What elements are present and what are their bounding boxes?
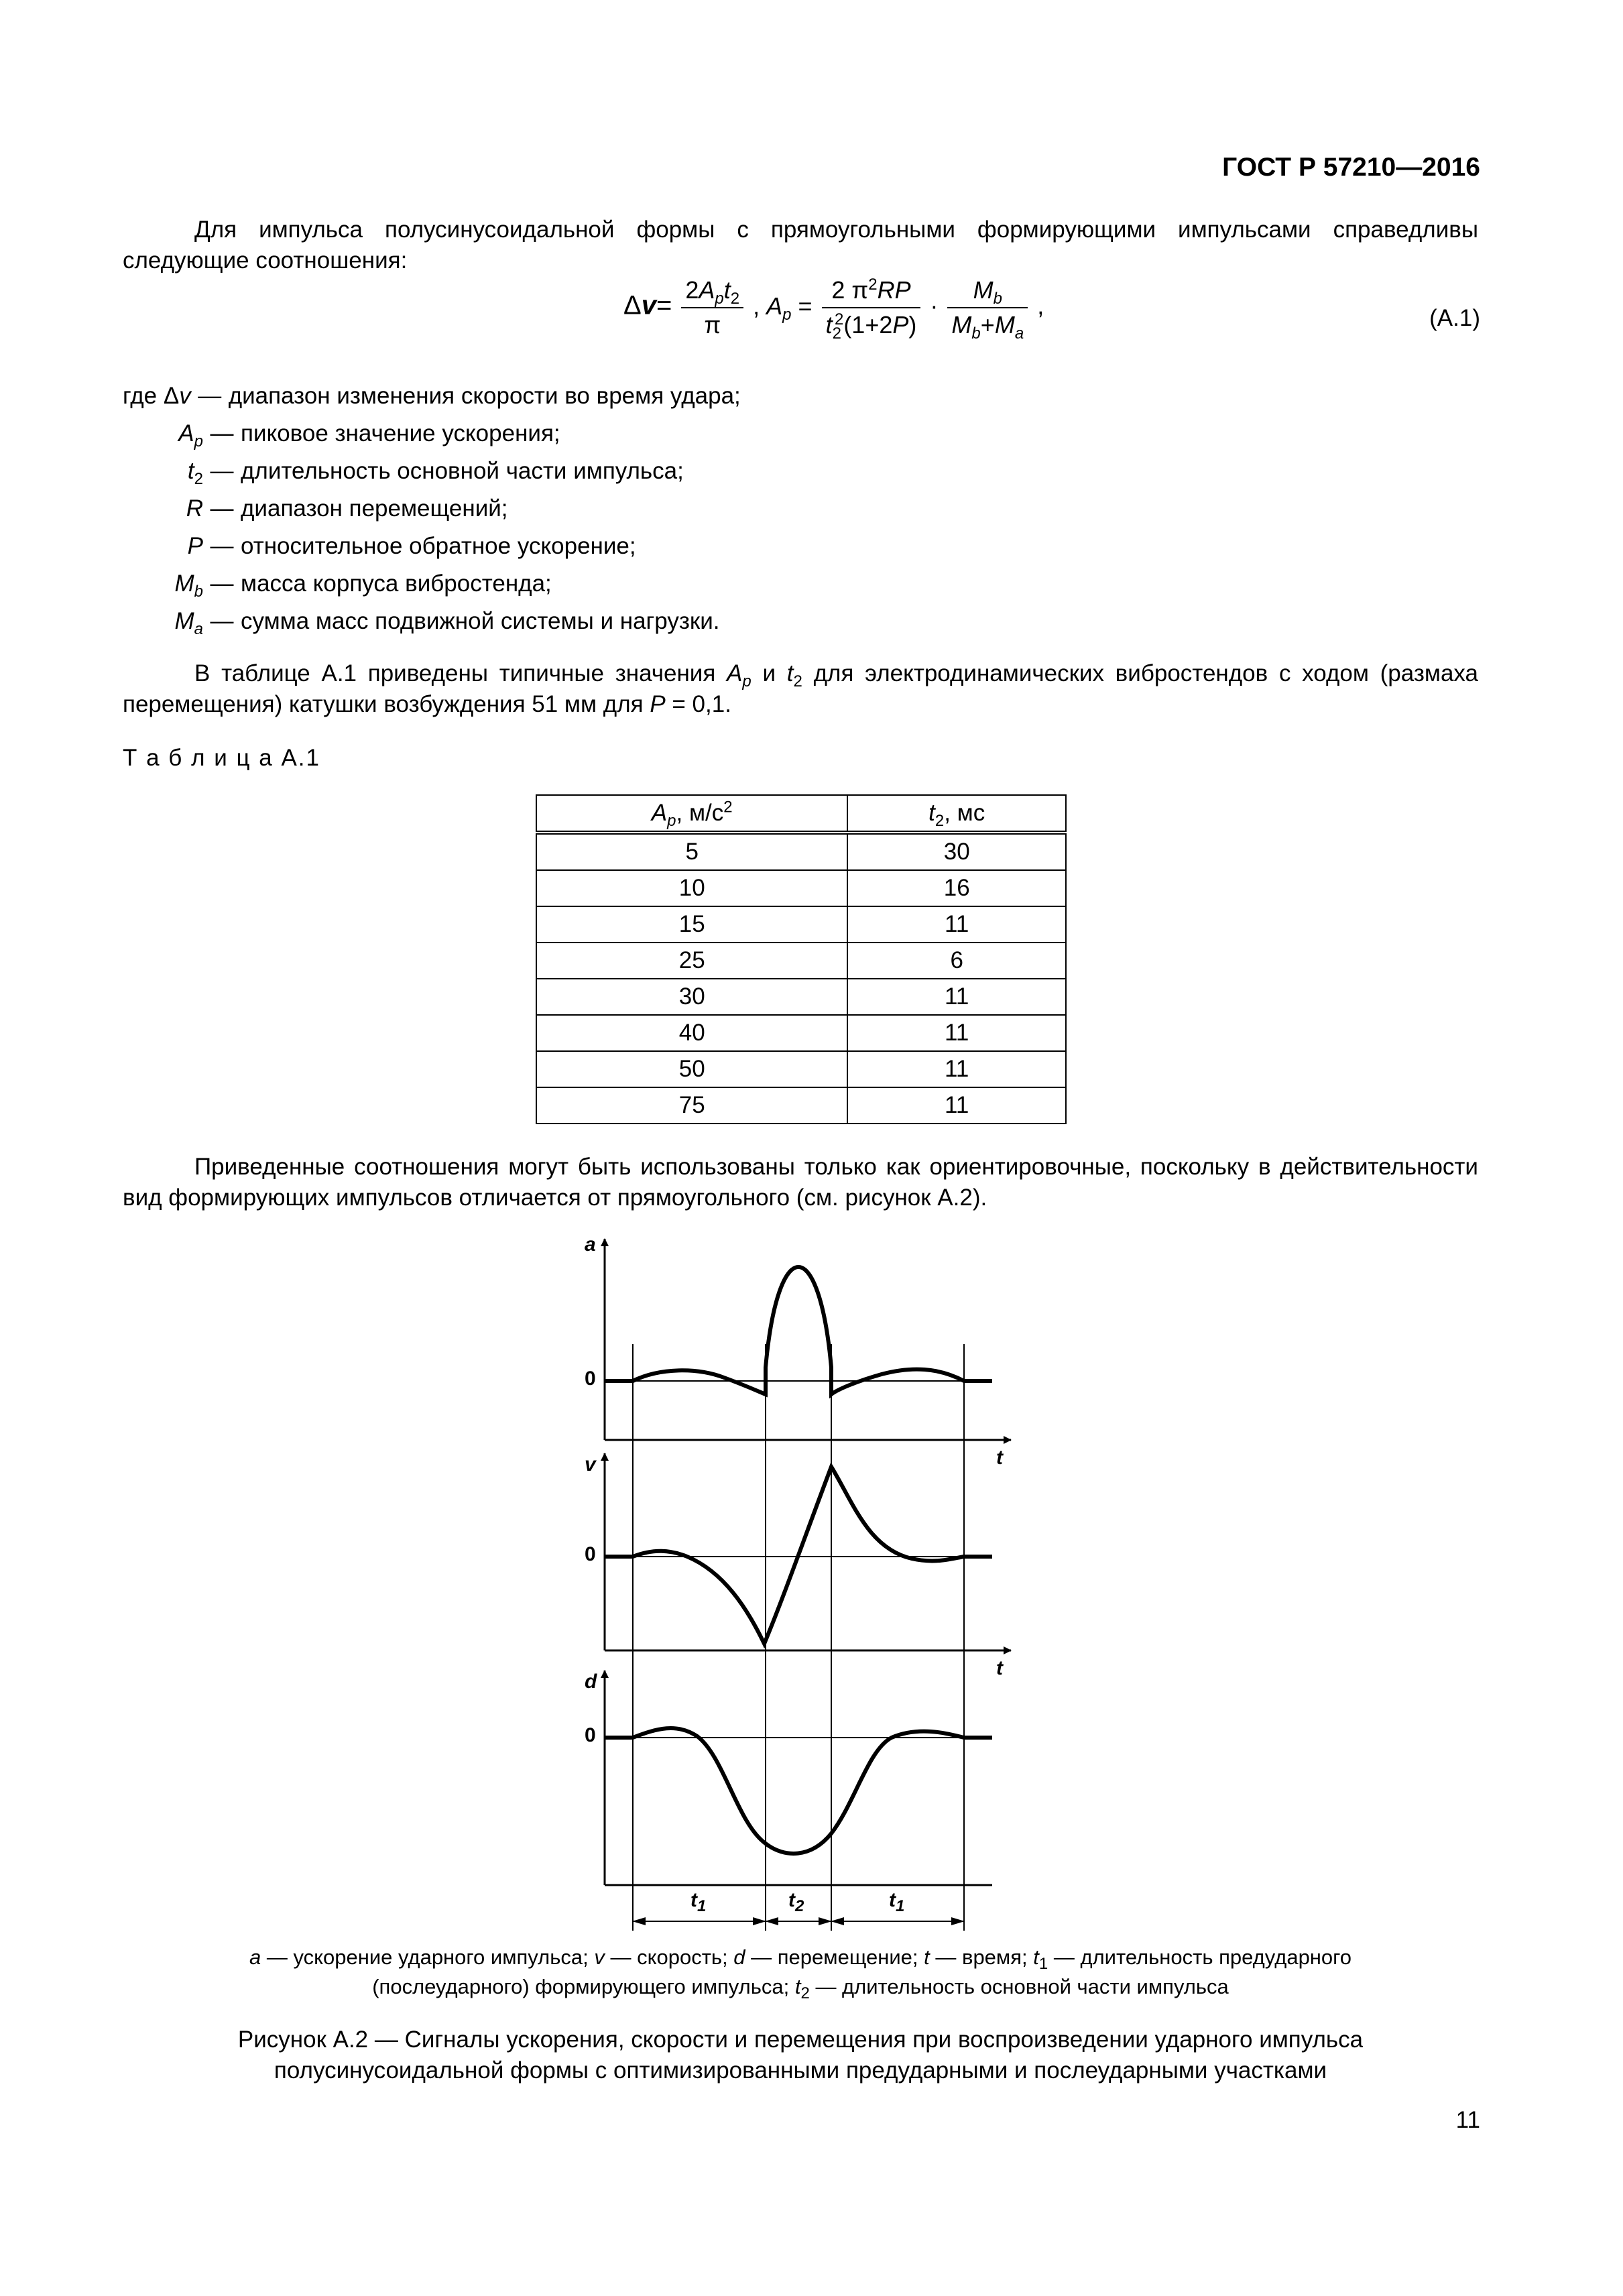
legend-line-1: a — ускорение ударного импульса; v — скорость; d — перемещение; t — время; $t_1$ — длительность предударного [249,1945,1352,1974]
page-number: 11 [1455,2107,1480,2133]
table-header-ap: $A_p$, $м/с^2$ [536,795,847,833]
table-row: 30 11 [536,979,1066,1015]
definition-t2: $t_2$ — длительность основной части импульса; [187,458,684,488]
figure-caption: Рисунок А.2 — Сигналы ускорения, скорости и перемещения при воспроизведении ударного импульса полусинусоидальной формы с оптимизированными предударными и послеударными участками [237,2027,1364,2083]
legend-line-2: (послеударного) формирующего импульса; $t_2$ — длительность основной части импульса [372,1975,1229,2003]
span-label-t1-left: $t_1$ [690,1889,707,1915]
formula-number: (А.1) [1429,305,1480,331]
velocity-curve [605,1467,992,1644]
span-label-t2: $t_2$ [788,1889,804,1915]
definition-ma: $M_a$ — сумма масс подвижной системы и нагрузки. [174,608,720,638]
axis-label-v: v [585,1453,596,1475]
panel-velocity [605,1453,1011,1650]
table-row: 25 6 [536,943,1066,979]
panel-acceleration [605,1239,1011,1440]
table-title: Т а б л и ц а А.1 [123,745,320,771]
table-row: 40 11 [536,1015,1066,1051]
note-paragraph: Приведенные соотношения могут быть использованы только как ориентировочные, поскольку в действительности вид формирующих импульсов отличается от прямоугольного (см. рисунок А.2). [123,1154,1478,1211]
panel-displacement [605,1671,992,1885]
formula-a1: Δv= $\frac{2A_pt_2}{\pi}$ , $A_p$ = $\frac{2 \pi^2RP}{t_2^2(1+2P)}$ · $\frac{M_b}{M_b+M_a}$ , [623,276,1044,343]
definition-r: R — диапазон перемещений; [186,495,508,522]
axis-label-a: a [585,1233,596,1256]
axis-label-d: d [585,1671,597,1693]
table-row: 10 16 [536,870,1066,906]
zero-label-d: 0 [585,1724,596,1746]
axis-label-t1: t [996,1447,1003,1469]
figure-legend [123,1943,1478,2002]
table-intro-paragraph: В таблице А.1 приведены типичные значения $A_p$ и $t_2$ для электродинамических вибростендов с ходом (размаха перемещения) катушки возбуждения 51 мм для P = 0,1. [123,660,1478,717]
document-header: ГОСТ Р 57210—2016 [1222,153,1480,182]
axis-label-t2: t [996,1657,1003,1679]
definition-delta-v: где Δv — диапазон изменения скорости во время удара; [123,383,741,409]
span-label-t1-right: $t_1$ [889,1889,905,1915]
zero-label-v: 0 [585,1543,596,1565]
intro-paragraph: Для импульса полусинусоидальной формы с прямоугольными формирующими импульсами справедливы следующие соотношения: [123,217,1478,274]
table-row: 15 11 [536,906,1066,943]
definition-p: P — относительное обратное ускорение; [187,533,636,559]
table-row: 5 30 [536,833,1066,870]
table-row: 50 11 [536,1051,1066,1087]
zero-label-a: 0 [585,1368,596,1390]
table-header-t2: $t_2$, мс [847,795,1066,833]
table-row: 75 11 [536,1087,1066,1124]
displacement-curve [605,1728,992,1854]
time-division-lines [633,1344,964,1931]
definition-mb: $M_b$ — масса корпуса вибростенда; [174,570,552,601]
definition-ap: $A_p$ — пиковое значение ускорения; [178,420,560,450]
acceleration-curve [605,1267,992,1394]
where-word: где [123,383,158,409]
